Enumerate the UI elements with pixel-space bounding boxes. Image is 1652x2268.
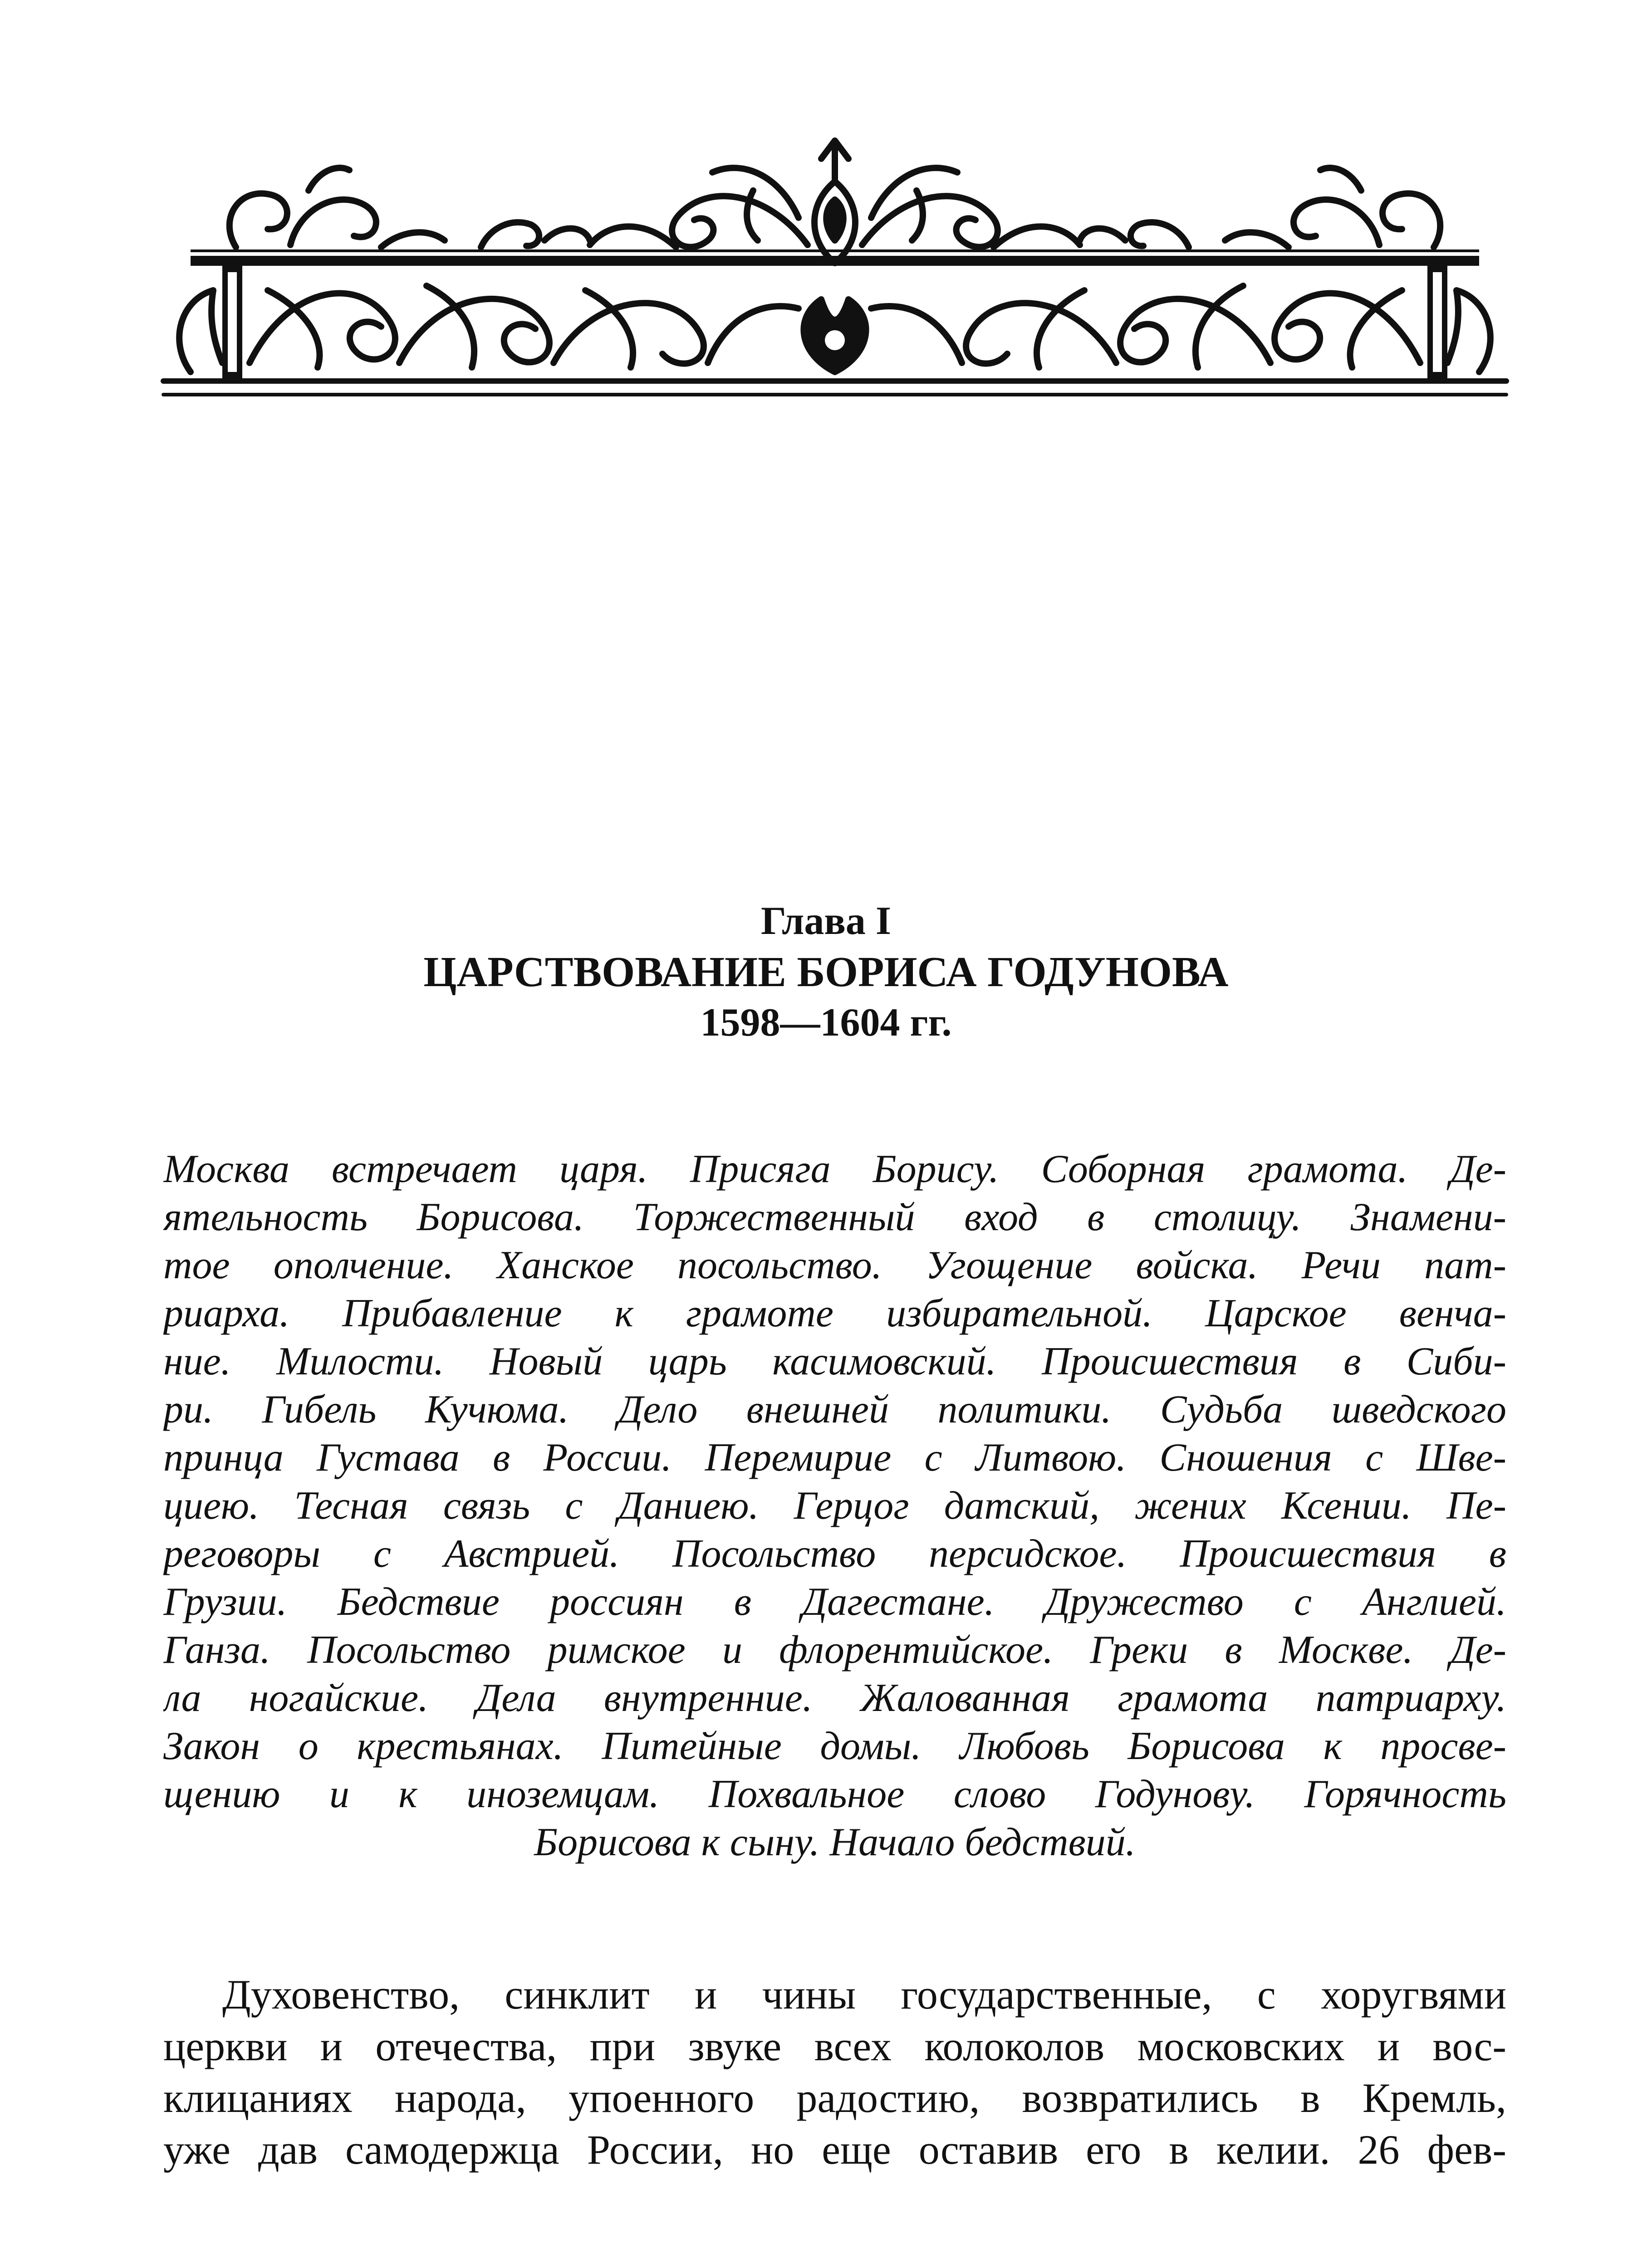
- chapter-heading: [0, 896, 1652, 1048]
- chapter-label: Глава I: [760, 899, 892, 943]
- summary-line: Борисова к сыну. Начало бедствий.: [534, 1820, 1136, 1864]
- summary-line: риарха. Прибавление к грамоте избирательной. Царское венча-: [163, 1291, 1506, 1335]
- summary-line: ла ногайские. Дела внутренние. Жалованная грамота патриарху.: [163, 1676, 1506, 1720]
- body-line: клицаниях народа, упоенного радостию, возвратились в Кремль,: [163, 2075, 1506, 2121]
- summary-line: тое ополчение. Ханское посольство. Угощение войска. Речи пат-: [163, 1243, 1506, 1287]
- body-line: уже дав самодержца России, но еще оставив его в келии. 26 фев-: [163, 2126, 1506, 2173]
- summary-line: Грузии. Бедствие россиян в Дагестане. Дружество с Англией.: [163, 1580, 1506, 1624]
- summary-line: циею. Тесная связь с Даниею. Герцог датский, жених Ксении. Пе-: [163, 1484, 1506, 1528]
- summary-line: ри. Гибель Кучюма. Дело внешней политики. Судьба шведского: [163, 1388, 1506, 1432]
- summary-line: ятельность Борисова. Торжественный вход в столицу. Знамени-: [163, 1195, 1506, 1239]
- summary-line: Москва встречает царя. Присяга Борису. Соборная грамота. Де-: [163, 1147, 1506, 1191]
- chapter-years: 1598—1604 гг.: [700, 1001, 952, 1045]
- decorative-header-ornament: [154, 127, 1515, 408]
- body-line: церкви и отечества, при звуке всех колоколов московских и вос-: [163, 2023, 1506, 2069]
- summary-line: Закон о крестьянах. Питейные домы. Любовь Борисова к просве-: [163, 1724, 1506, 1768]
- summary-line: щению и к иноземцам. Похвальное слово Годунову. Горячность: [163, 1772, 1506, 1816]
- chapter-summary: [163, 1145, 1506, 1867]
- body-line: Духовенство, синклит и чины государственные, с хоругвями: [222, 1971, 1506, 2018]
- summary-line: ние. Милости. Новый царь касимовский. Происшествия в Сиби-: [163, 1339, 1506, 1383]
- summary-line: принца Густава в России. Перемирие с Литвою. Сношения с Шве-: [163, 1436, 1506, 1480]
- summary-line: Ганза. Посольство римское и флорентийское. Греки в Москве. Де-: [163, 1628, 1506, 1672]
- summary-line: реговоры с Австрией. Посольство персидское. Происшествия в: [163, 1532, 1506, 1576]
- chapter-title: ЦАРСТВОВАНИЕ БОРИСА ГОДУНОВА: [423, 948, 1229, 996]
- body-paragraph: [163, 1969, 1506, 2175]
